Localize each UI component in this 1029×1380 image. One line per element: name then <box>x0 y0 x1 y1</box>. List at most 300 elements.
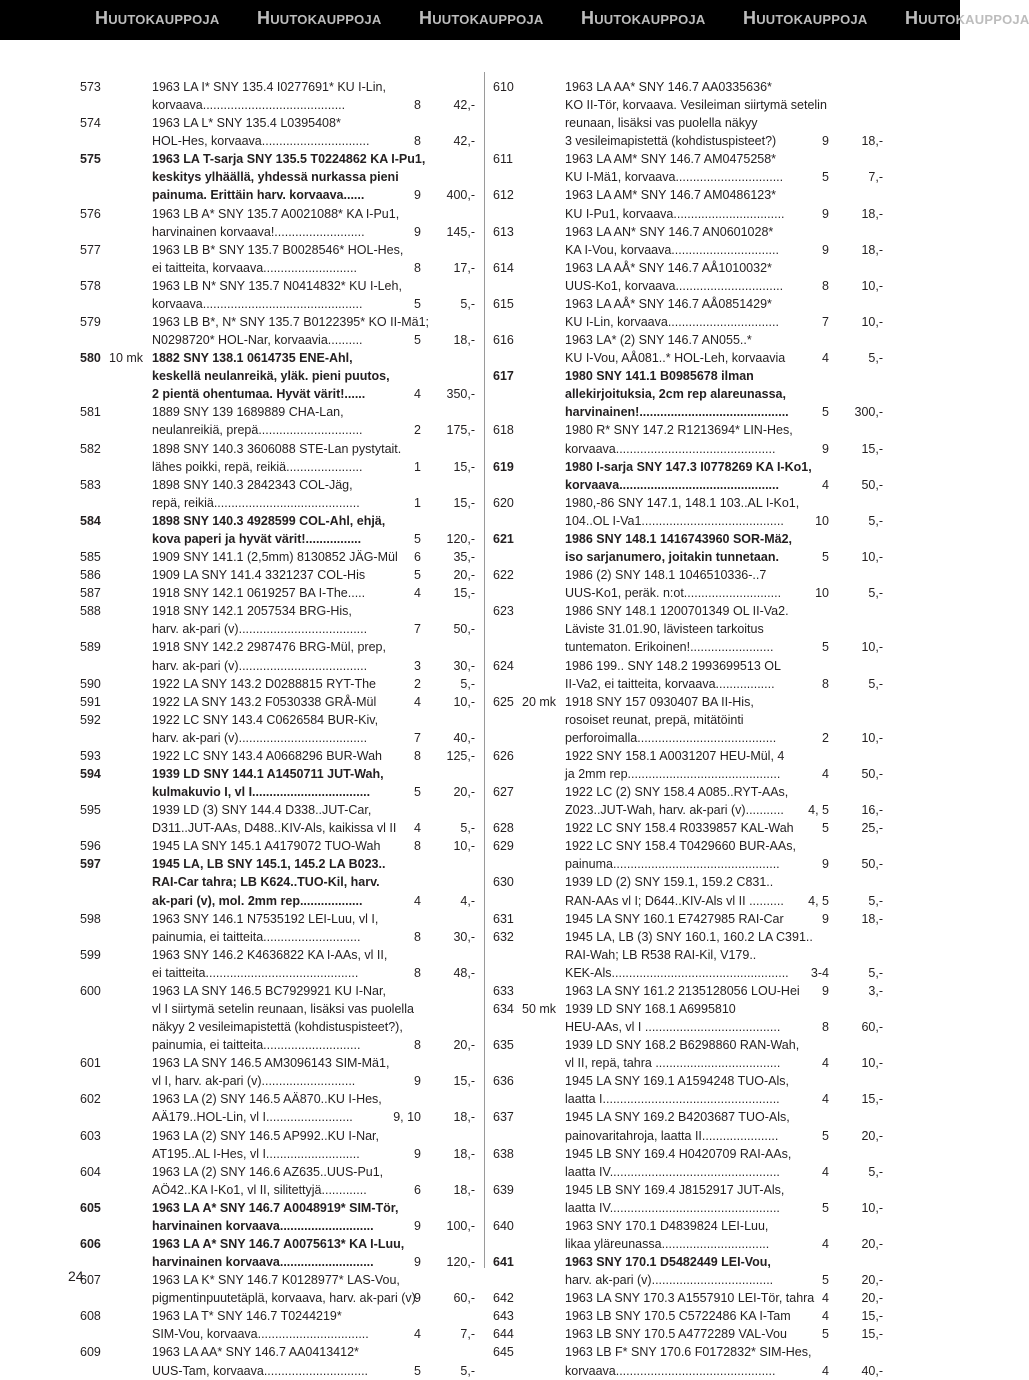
lot-line <box>80 1036 475 1054</box>
lot-description: 1980,-86 SNY 147.1, 148.1 103..AL I-Ko1, <box>565 495 800 510</box>
starting-price: 50,- <box>453 622 475 637</box>
condition-grade: 8 <box>822 278 829 293</box>
condition-grade: 9 <box>822 983 829 998</box>
lot-line <box>493 421 883 439</box>
condition-grade: 4 <box>414 1327 421 1342</box>
banner-word: Huutokauppoja <box>419 8 544 28</box>
starting-price: 60,- <box>453 1291 475 1306</box>
lot-number: 597 <box>80 857 101 872</box>
lot-line <box>493 259 883 277</box>
lot-line <box>80 747 475 765</box>
lot-line <box>80 1343 475 1361</box>
lot-description: KEK-Als................................................... <box>565 965 789 980</box>
lot-description: 1963 LA* (2) SNY 146.7 AN055..* <box>565 333 752 348</box>
lot-description: 1963 LA A* SNY 146.7 A0048919* SIM-Tör, <box>152 1200 399 1215</box>
lot-description: 1963 LA AÅ* SNY 146.7 AÅ0851429* <box>565 296 772 311</box>
lot-description: 1986 (2) SNY 148.1 1046510336-..7 <box>565 568 767 583</box>
lot-number: 602 <box>80 1092 101 1107</box>
starting-price: 10,- <box>861 550 883 565</box>
condition-grade: 9 <box>414 1146 421 1161</box>
starting-price: 10,- <box>453 694 475 709</box>
starting-price: 120,- <box>446 531 475 546</box>
lot-line <box>493 928 883 946</box>
lot-description: 1945 LA, LB (3) SNY 160.1, 160.2 LA C391.. <box>565 929 813 944</box>
lot-description: KA I-Vou, korvaava............................... <box>565 242 779 257</box>
lot-description: 1963 LA (2) SNY 146.6 AZ635..UUS-Pu1, <box>152 1164 384 1179</box>
lot-description: KU I-Pu1, korvaava................................ <box>565 206 785 221</box>
lot-number: 600 <box>80 983 101 998</box>
lot-description: 1963 LB B*, N* SNY 135.7 B0122395* KO II-Mä1; <box>152 315 430 330</box>
lot-list-left <box>80 78 475 1380</box>
lot-description: kulmakuvio I, vl I.................................. <box>152 785 371 800</box>
condition-grade: 9, 10 <box>393 1110 421 1125</box>
lot-description: Läviste 31.01.90, lävisteen tarkoitus <box>565 622 764 637</box>
condition-grade: 8 <box>414 748 421 763</box>
lot-number: 625 <box>493 694 514 709</box>
starting-price: 5,- <box>868 513 883 528</box>
lot-description: RAI-Wah; LB R538 RAI-Kil, V179.. <box>565 947 757 962</box>
starting-price: 175,- <box>446 423 475 438</box>
condition-grade: 2 <box>822 730 829 745</box>
lot-description: 1963 LA AM* SNY 146.7 AM0475258* <box>565 152 777 167</box>
lot-line <box>80 259 475 277</box>
lot-line <box>493 910 883 928</box>
lot-line <box>80 403 475 421</box>
lot-number: 619 <box>493 459 514 474</box>
lot-line <box>80 78 475 96</box>
lot-number: 590 <box>80 676 101 691</box>
starting-price: 20,- <box>861 1273 883 1288</box>
lot-description: 1922 LA SNY 143.2 D0288815 RYT-The <box>152 676 377 691</box>
starting-price: 15,- <box>453 586 475 601</box>
lot-line <box>493 1054 883 1072</box>
lot-number: 588 <box>80 604 101 619</box>
lot-description: korvaava.............................................. <box>565 1363 776 1378</box>
lot-description: vl II, repä, tahra .................................... <box>565 1056 781 1071</box>
condition-grade: 9 <box>822 857 829 872</box>
lot-number: 616 <box>493 333 514 348</box>
condition-grade: 4 <box>822 766 829 781</box>
lot-description: keskitys ylhäällä, yhdessä nurkassa pieni <box>152 170 399 185</box>
lot-number: 640 <box>493 1218 514 1233</box>
lot-number: 621 <box>493 531 514 546</box>
lot-number: 638 <box>493 1146 514 1161</box>
lot-description: 1963 LA AA* SNY 146.7 AA0335636* <box>565 80 772 94</box>
condition-grade: 9 <box>822 242 829 257</box>
starting-price: 18,- <box>861 134 883 149</box>
lot-line <box>80 910 475 928</box>
lot-line <box>80 367 475 385</box>
lot-line <box>493 783 883 801</box>
lot-number: 591 <box>80 694 101 709</box>
lot-line <box>493 1145 883 1163</box>
lot-line <box>80 150 475 168</box>
lot-line <box>493 458 883 476</box>
lot-number: 608 <box>80 1309 101 1324</box>
condition-grade: 4 <box>822 1092 829 1107</box>
lot-number: 639 <box>493 1182 514 1197</box>
lot-number: 586 <box>80 568 101 583</box>
lot-line <box>80 1217 475 1235</box>
condition-grade: 9 <box>822 134 829 149</box>
lot-description: 1963 LB SNY 170.5 C5722486 KA I-Tam <box>565 1309 791 1324</box>
starting-price: 35,- <box>453 550 475 565</box>
condition-grade: 10 <box>815 586 829 601</box>
lot-line <box>493 1271 883 1289</box>
lot-description: 1945 LA, LB SNY 145.1, 145.2 LA B023.. <box>152 857 386 872</box>
lot-number: 575 <box>80 152 101 167</box>
lot-description: 1939 LD SNY 168.1 A6995810 <box>565 1001 736 1016</box>
lot-description: 1918 SNY 142.1 2057534 BRG-His, <box>152 604 352 619</box>
lot-line <box>493 892 883 910</box>
lot-description: 1922 LC SNY 158.4 R0339857 KAL-Wah <box>565 821 794 836</box>
lot-description: harv. ak-pari (v)..................................... <box>152 658 368 673</box>
lot-description: 1963 LA T* SNY 146.7 T0244219* <box>152 1309 342 1324</box>
lot-description: vl I siirtymä setelin reunaan, lisäksi vas puolella <box>152 1001 414 1016</box>
lot-line <box>80 458 475 476</box>
lot-line <box>80 205 475 223</box>
starting-price: 100,- <box>446 1218 475 1233</box>
lot-description: 1963 LA AM* SNY 146.7 AM0486123* <box>565 188 777 203</box>
lot-number: 579 <box>80 315 101 330</box>
lot-line <box>493 801 883 819</box>
lot-line <box>80 530 475 548</box>
lot-description: 1939 LD (3) SNY 144.4 D338..JUT-Car, <box>152 803 372 818</box>
condition-grade: 4 <box>822 1291 829 1306</box>
condition-grade: 5 <box>414 296 421 311</box>
starting-price: 15,- <box>861 1309 883 1324</box>
lot-line <box>80 1253 475 1271</box>
lot-line <box>80 349 475 367</box>
lot-number: 626 <box>493 748 514 763</box>
banner-word: Huutokauppoja <box>95 8 220 28</box>
starting-price: 3,- <box>868 983 883 998</box>
lot-description: 1898 SNY 140.3 2842343 COL-Jäg, <box>152 477 353 492</box>
lot-description: 1986 SNY 148.1 1416743960 SOR-Mä2, <box>565 531 793 546</box>
lot-line <box>80 602 475 620</box>
lot-line <box>493 1108 883 1126</box>
lot-number: 612 <box>493 188 514 203</box>
starting-price: 5,- <box>460 1363 475 1378</box>
lot-description: 1909 SNY 141.1 (2,5mm) 8130852 JÄG-Mül <box>152 550 398 565</box>
lot-line <box>80 1090 475 1108</box>
lot-line <box>80 1163 475 1181</box>
lot-description: repä, reikiä.......................................... <box>152 495 360 510</box>
lot-description: 1963 LA I* SNY 135.4 I0277691* KU I-Lin, <box>152 80 386 94</box>
condition-grade: 3 <box>414 658 421 673</box>
lot-line <box>80 566 475 584</box>
lot-description: painumia, ei taitteita............................ <box>152 929 361 944</box>
starting-price: 125,- <box>446 748 475 763</box>
condition-grade: 9 <box>414 1218 421 1233</box>
lot-description: 1963 LB N* SNY 135.7 N0414832* KU I-Leh, <box>152 278 402 293</box>
condition-grade: 9 <box>414 1291 421 1306</box>
starting-price: 18,- <box>453 333 475 348</box>
lot-line <box>493 693 883 711</box>
lot-description: UUS-Ko1, peräk. n:ot............................ <box>565 586 782 601</box>
lot-line <box>493 1199 883 1217</box>
lot-line <box>493 837 883 855</box>
condition-grade: 7 <box>822 315 829 330</box>
lot-number: 613 <box>493 224 514 239</box>
lot-description: KO II-Tör, korvaava. Vesileiman siirtymä setelin <box>565 98 827 113</box>
lot-description: 1882 SNY 138.1 0614735 ENE-Ahl, <box>152 351 353 366</box>
lot-line <box>493 819 883 837</box>
lot-line <box>80 819 475 837</box>
lot-line <box>80 277 475 295</box>
lot-description: 104..OL I-Va1......................................... <box>565 513 784 528</box>
lot-line <box>493 855 883 873</box>
condition-grade: 5 <box>822 1200 829 1215</box>
starting-price: 10,- <box>861 1200 883 1215</box>
starting-price: 5,- <box>868 351 883 366</box>
lot-description: 1980 SNY 141.1 B0985678 ilman <box>565 369 754 384</box>
lot-line <box>493 602 883 620</box>
lot-description: harvinainen korvaava!.......................... <box>152 224 365 239</box>
condition-grade: 1 <box>414 459 421 474</box>
lot-line <box>493 241 883 259</box>
condition-grade: 4 <box>822 1363 829 1378</box>
lot-line <box>493 638 883 656</box>
lot-description: II-Va2, ei taitteita, korvaava................. <box>565 676 775 691</box>
lot-number: 637 <box>493 1110 514 1125</box>
lot-number: 598 <box>80 911 101 926</box>
lot-number: 615 <box>493 296 514 311</box>
lot-description: 1939 LD (2) SNY 159.1, 159.2 C831.. <box>565 875 774 890</box>
starting-price: 20,- <box>861 1128 883 1143</box>
condition-grade: 5 <box>414 333 421 348</box>
lot-description: korvaava......................................... <box>152 98 346 113</box>
lot-number: 585 <box>80 550 101 565</box>
starting-price: 5,- <box>868 893 883 908</box>
lot-line <box>493 494 883 512</box>
lot-line <box>80 1307 475 1325</box>
condition-grade: 9 <box>414 1074 421 1089</box>
lot-description: AÖ42..KA I-Ko1, vl II, silitettyjä............. <box>152 1182 367 1197</box>
banner-word: Huutokauppoja <box>905 8 1029 28</box>
lot-number: 574 <box>80 116 101 131</box>
lot-number: 610 <box>493 80 514 94</box>
denomination: 20 mk <box>522 694 557 709</box>
lot-number: 581 <box>80 405 101 420</box>
starting-price: 42,- <box>453 134 475 149</box>
lot-number: 629 <box>493 839 514 854</box>
lot-number: 589 <box>80 640 101 655</box>
starting-price: 5,- <box>868 586 883 601</box>
lot-description: 1939 LD SNY 144.1 A1450711 JUT-Wah, <box>152 766 384 781</box>
lot-line <box>493 729 883 747</box>
lot-description: 1898 SNY 140.3 3606088 STE-Lan pystytait. <box>152 441 402 456</box>
lot-description: 1945 LA SNY 169.2 B4203687 TUO-Als, <box>565 1110 790 1125</box>
starting-price: 350,- <box>446 387 475 402</box>
lot-description: 1963 LA A* SNY 146.7 A0075613* KA I-Luu, <box>152 1237 405 1251</box>
lot-line <box>493 1362 883 1380</box>
lot-description: ei taitteita, korvaava........................... <box>152 260 357 275</box>
lot-line <box>493 1235 883 1253</box>
lot-line <box>493 530 883 548</box>
condition-grade: 2 <box>414 676 421 691</box>
condition-grade: 4 <box>414 694 421 709</box>
starting-price: 18,- <box>453 1182 475 1197</box>
lot-number: 618 <box>493 423 514 438</box>
starting-price: 25,- <box>861 821 883 836</box>
lot-line <box>493 150 883 168</box>
lot-number: 587 <box>80 586 101 601</box>
lot-line <box>493 1090 883 1108</box>
lot-description: pigmentinpuutetäplä, korvaava, harv. ak-pari (v) <box>152 1291 416 1306</box>
lot-number: 642 <box>493 1291 514 1306</box>
lot-description: likaa yläreunassa............................... <box>565 1237 770 1251</box>
condition-grade: 4, 5 <box>808 893 829 908</box>
condition-grade: 4 <box>822 1164 829 1179</box>
lot-line <box>493 1000 883 1018</box>
lot-line <box>493 765 883 783</box>
lot-number: 582 <box>80 441 101 456</box>
lot-description: 1898 SNY 140.3 4928599 COL-Ahl, ehjä, <box>152 513 386 528</box>
lot-line <box>493 186 883 204</box>
lot-description: painovaritahroja, laatta II...................... <box>565 1128 779 1143</box>
denomination: 50 mk <box>522 1001 557 1016</box>
lot-line <box>80 657 475 675</box>
starting-price: 20,- <box>861 1237 883 1251</box>
lot-description: korvaava.............................................. <box>152 296 363 311</box>
lot-number: 632 <box>493 929 514 944</box>
starting-price: 15,- <box>453 459 475 474</box>
lot-line <box>493 747 883 765</box>
lot-description: 1963 LA AÅ* SNY 146.7 AÅ1010032* <box>565 260 772 275</box>
lot-list-right <box>493 78 883 1380</box>
lot-number: 645 <box>493 1345 514 1360</box>
lot-description: 1963 LB A* SNY 135.7 A0021088* KA I-Pu1, <box>152 206 400 221</box>
lot-description: 1922 LC (2) SNY 158.4 A085..RYT-AAs, <box>565 785 789 800</box>
lot-line <box>80 620 475 638</box>
lot-line <box>80 873 475 891</box>
lot-number: 614 <box>493 260 514 275</box>
lot-number: 577 <box>80 242 101 257</box>
starting-price: 18,- <box>453 1146 475 1161</box>
starting-price: 15,- <box>861 1092 883 1107</box>
condition-grade: 8 <box>822 676 829 691</box>
lot-description: 2 pientä ohentumaa. Hyvät värit!...... <box>152 387 366 402</box>
condition-grade: 3-4 <box>810 965 829 980</box>
lot-description: AÄ179..HOL-Lin, vl I......................... <box>152 1110 353 1125</box>
denomination: 10 mk <box>109 351 144 366</box>
condition-grade: 4 <box>822 351 829 366</box>
lot-line <box>80 1181 475 1199</box>
lot-number: 604 <box>80 1164 101 1179</box>
lot-line <box>80 241 475 259</box>
lot-line <box>493 114 883 132</box>
lot-number: 599 <box>80 947 101 962</box>
starting-price: 40,- <box>861 1363 883 1378</box>
lot-description: 1963 LB SNY 170.5 A4772289 VAL-Vou <box>565 1327 787 1342</box>
lot-line <box>80 1108 475 1126</box>
lot-description: perforoimalla........................................ <box>565 730 777 745</box>
lot-line <box>80 1018 475 1036</box>
lot-line <box>493 946 883 964</box>
lot-description: harv. ak-pari (v)..................................... <box>152 622 368 637</box>
lot-description: 1963 SNY 170.1 D4839824 LEI-Luu, <box>565 1218 769 1233</box>
lot-number: 573 <box>80 80 101 94</box>
lot-number: 584 <box>80 513 101 528</box>
lot-line <box>80 1145 475 1163</box>
lot-line <box>80 313 475 331</box>
starting-price: 10,- <box>453 839 475 854</box>
lot-line <box>493 385 883 403</box>
condition-grade: 5 <box>822 1327 829 1342</box>
condition-grade: 5 <box>822 640 829 655</box>
lot-line <box>493 132 883 150</box>
condition-grade: 5 <box>822 405 829 420</box>
condition-grade: 8 <box>414 98 421 113</box>
starting-price: 40,- <box>453 730 475 745</box>
lot-line <box>493 403 883 421</box>
lot-description: harv. ak-pari (v)................................... <box>565 1273 774 1288</box>
lot-number: 627 <box>493 785 514 800</box>
lot-line <box>80 584 475 602</box>
lot-line <box>493 982 883 1000</box>
lot-description: korvaava.............................................. <box>565 477 779 492</box>
lot-number: 643 <box>493 1309 514 1324</box>
lot-description: 1986 SNY 148.1 1200701349 OL II-Va2. <box>565 604 789 619</box>
condition-grade: 5 <box>414 568 421 583</box>
lot-description: painumia, ei taitteita............................ <box>152 1038 361 1053</box>
lot-description: laatta IV................................................. <box>565 1200 780 1215</box>
starting-price: 20,- <box>453 785 475 800</box>
lot-line <box>80 675 475 693</box>
lot-description: 1939 LD SNY 168.2 B6298860 RAN-Wah, <box>565 1038 800 1053</box>
condition-grade: 6 <box>414 550 421 565</box>
lot-description: 1980 R* SNY 147.2 R1213694* LIN-Hes, <box>565 423 793 438</box>
banner-word: Huutokauppoja <box>257 8 382 28</box>
starting-price: 20,- <box>861 1291 883 1306</box>
lot-line <box>493 675 883 693</box>
lot-line <box>493 1217 883 1235</box>
lot-line <box>493 1163 883 1181</box>
lot-line <box>80 1000 475 1018</box>
lot-description: harvinainen korvaava........................... <box>152 1218 374 1233</box>
lot-description: painuma. Erittäin harv. korvaava...... <box>152 188 365 203</box>
lot-description: 1945 LA SNY 145.1 A4179072 TUO-Wah <box>152 839 381 854</box>
condition-grade: 10 <box>815 513 829 528</box>
lot-line <box>80 186 475 204</box>
lot-line <box>493 620 883 638</box>
lot-description: 1945 LB SNY 169.4 H0420709 RAI-AAs, <box>565 1146 792 1161</box>
lot-description: 1918 SNY 157 0930407 BA II-His, <box>565 694 754 709</box>
condition-grade: 8 <box>414 1038 421 1053</box>
lot-line <box>80 1362 475 1380</box>
lot-line <box>493 295 883 313</box>
lot-description: ei taitteita............................................ <box>152 965 359 980</box>
starting-price: 4,- <box>460 893 475 908</box>
lot-description: 1922 LC SNY 143.4 C0626584 BUR-Kiv, <box>152 712 379 727</box>
banner-word: Huutokauppoja <box>581 8 706 28</box>
lot-description: 1963 LA SNY 146.5 BC7929921 KU I-Nar, <box>152 983 386 998</box>
lot-line <box>80 548 475 566</box>
lot-line <box>80 1127 475 1145</box>
lot-number: 636 <box>493 1074 514 1089</box>
starting-price: 30,- <box>453 658 475 673</box>
starting-price: 10,- <box>861 1056 883 1071</box>
condition-grade: 9 <box>822 206 829 221</box>
starting-price: 50,- <box>861 477 883 492</box>
lot-line <box>80 837 475 855</box>
lot-description: RAN-AAs vl I; D644..KIV-Als vl II .......... <box>565 893 784 908</box>
condition-grade: 2 <box>414 423 421 438</box>
condition-grade: 5 <box>822 170 829 185</box>
lot-line <box>80 783 475 801</box>
lot-number: 628 <box>493 821 514 836</box>
